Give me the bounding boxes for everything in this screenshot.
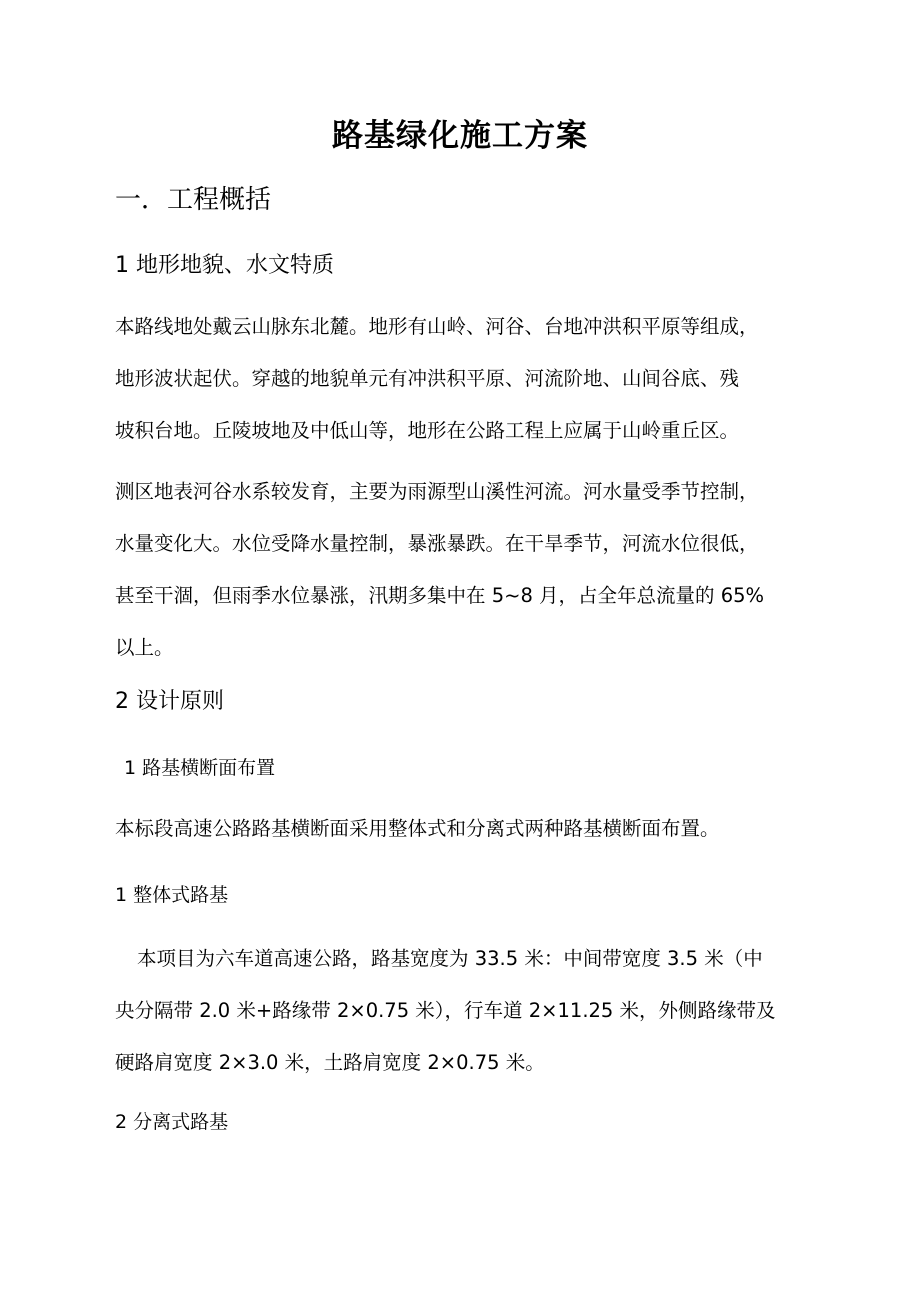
paragraph-line: 本路线地处戴云山脉东北麓。地形有山岭、河谷、台地冲洪积平原等组成， [115,315,759,338]
paragraph-line: 测区地表河谷水系较发育，主要为雨源型山溪性河流。河水量受季节控制， [115,480,759,503]
paragraph-line: 本项目为六车道高速公路，路基宽度为 33.5 米：中间带宽度 3.5 米（中 [137,947,763,970]
item-heading-separated-subgrade: 2 分离式路基 [115,1111,229,1133]
paragraph-cross-section [115,803,815,855]
paragraph-line: 坡积台地。丘陵坡地及中低山等，地形在公路工程上应属于山岭重丘区。 [115,419,740,442]
paragraph-line: 本标段高速公路路基横断面采用整体式和分离式两种路基横断面布置。 [115,817,720,840]
section-heading-overview: 一．工程概括 [115,185,272,215]
paragraph-line: 地形波状起伏。穿越的地貌单元有冲洪积平原、河流阶地、山间谷底、残 [115,367,740,390]
paragraph-line: 甚至干涸，但雨季水位暴涨，汛期多集中在 5~8 月，占全年总流量的 65% [115,584,765,607]
document-title: 路基绿化施工方案 [332,118,588,154]
paragraph-integral-subgrade [115,933,815,1089]
paragraph-line: 央分隔带 2.0 米+路缘带 2×0.75 米），行车道 2×11.25 米，外侧路缘带及 [115,999,776,1022]
paragraph-line: 以上。 [115,636,174,659]
paragraph-line: 水量变化大。水位受降水量控制，暴涨暴跌。在干旱季节，河流水位很低， [115,532,759,555]
subsection-heading-design-principles: 2 设计原则 [115,689,224,714]
paragraph-hydrology [115,466,815,674]
paragraph-line: 硬路肩宽度 2×3.0 米，土路肩宽度 2×0.75 米。 [115,1051,545,1074]
subsection-heading-cross-section: 1 路基横断面布置 [124,757,276,779]
subsection-heading-terrain: 1 地形地貌、水文特质 [115,253,334,278]
item-heading-integral-subgrade: 1 整体式路基 [115,884,229,906]
paragraph-terrain [115,301,815,457]
